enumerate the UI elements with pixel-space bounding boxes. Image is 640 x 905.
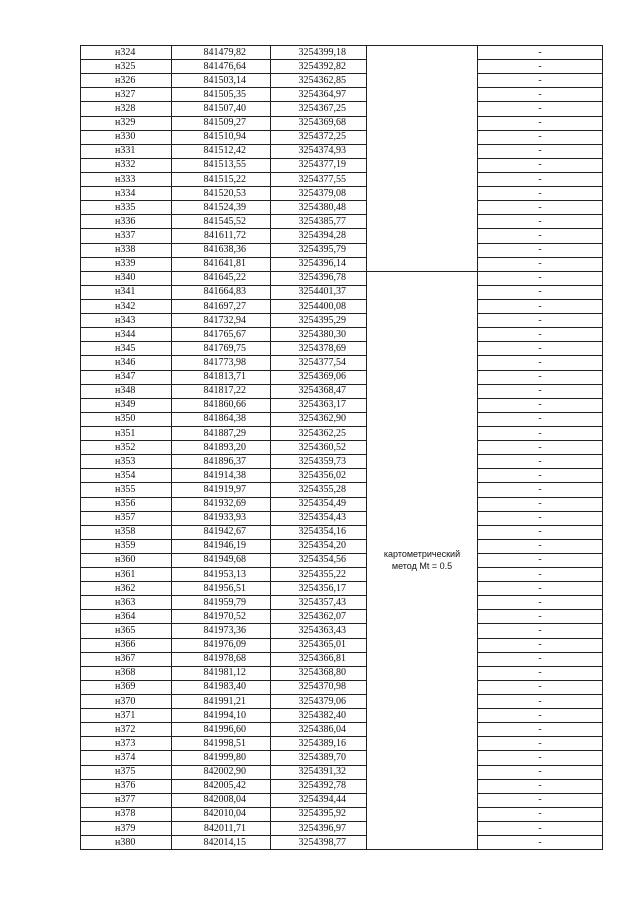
y-coordinate-cell: 3254370,98: [271, 680, 367, 694]
x-coordinate-cell: 841697,27: [172, 299, 271, 313]
note-cell: -: [478, 680, 603, 694]
table-row: [81, 624, 603, 638]
note-cell: -: [478, 384, 603, 398]
x-coordinate-cell: 841513,55: [172, 158, 271, 172]
x-coordinate-cell: 841512,42: [172, 144, 271, 158]
table-row: [81, 779, 603, 793]
x-coordinate-cell: 841959,79: [172, 596, 271, 610]
note-cell: -: [478, 553, 603, 567]
table-row: [81, 342, 603, 356]
x-coordinate-cell: 841932,69: [172, 497, 271, 511]
point-id-cell: н362: [81, 582, 172, 596]
point-id-cell: н324: [81, 46, 172, 60]
table-row: [81, 257, 603, 271]
note-cell: -: [478, 582, 603, 596]
point-id-cell: н341: [81, 285, 172, 299]
y-coordinate-cell: 3254380,30: [271, 328, 367, 342]
x-coordinate-cell: 842002,90: [172, 765, 271, 779]
point-id-cell: н366: [81, 638, 172, 652]
x-coordinate-cell: 841645,22: [172, 271, 271, 285]
x-coordinate-cell: 842008,04: [172, 793, 271, 807]
x-coordinate-cell: 841638,36: [172, 243, 271, 257]
point-id-cell: н345: [81, 342, 172, 356]
x-coordinate-cell: 841896,37: [172, 455, 271, 469]
table-row: [81, 737, 603, 751]
point-id-cell: н357: [81, 511, 172, 525]
y-coordinate-cell: 3254395,92: [271, 807, 367, 821]
note-cell: -: [478, 285, 603, 299]
y-coordinate-cell: 3254357,43: [271, 596, 367, 610]
y-coordinate-cell: 3254364,97: [271, 88, 367, 102]
x-coordinate-cell: 841996,60: [172, 723, 271, 737]
table-row: [81, 271, 603, 285]
y-coordinate-cell: 3254392,78: [271, 779, 367, 793]
table-row: [81, 46, 603, 60]
x-coordinate-cell: 841998,51: [172, 737, 271, 751]
table-row: [81, 130, 603, 144]
y-coordinate-cell: 3254401,37: [271, 285, 367, 299]
y-coordinate-cell: 3254368,47: [271, 384, 367, 398]
table-row: [81, 822, 603, 836]
y-coordinate-cell: 3254368,80: [271, 666, 367, 680]
point-id-cell: н359: [81, 539, 172, 553]
table-row: [81, 666, 603, 680]
y-coordinate-cell: 3254365,01: [271, 638, 367, 652]
y-coordinate-cell: 3254355,22: [271, 568, 367, 582]
y-coordinate-cell: 3254354,49: [271, 497, 367, 511]
y-coordinate-cell: 3254356,17: [271, 582, 367, 596]
note-cell: -: [478, 511, 603, 525]
note-cell: -: [478, 822, 603, 836]
coordinate-table: [80, 45, 603, 850]
point-id-cell: н374: [81, 751, 172, 765]
note-cell: -: [478, 398, 603, 412]
table-row: [81, 483, 603, 497]
x-coordinate-cell: 841956,51: [172, 582, 271, 596]
point-id-cell: н358: [81, 525, 172, 539]
table-row: [81, 525, 603, 539]
point-id-cell: н335: [81, 201, 172, 215]
note-cell: -: [478, 88, 603, 102]
table-row: [81, 398, 603, 412]
y-coordinate-cell: 3254374,93: [271, 144, 367, 158]
point-id-cell: н349: [81, 398, 172, 412]
note-cell: -: [478, 765, 603, 779]
point-id-cell: н368: [81, 666, 172, 680]
table-row: [81, 60, 603, 74]
y-coordinate-cell: 3254366,81: [271, 652, 367, 666]
point-id-cell: н336: [81, 215, 172, 229]
note-cell: -: [478, 271, 603, 285]
note-cell: -: [478, 539, 603, 553]
y-coordinate-cell: 3254362,90: [271, 412, 367, 426]
y-coordinate-cell: 3254396,78: [271, 271, 367, 285]
table-row: [81, 412, 603, 426]
note-cell: -: [478, 497, 603, 511]
x-coordinate-cell: 842005,42: [172, 779, 271, 793]
point-id-cell: н375: [81, 765, 172, 779]
table-row: [81, 497, 603, 511]
note-cell: -: [478, 652, 603, 666]
x-coordinate-cell: 841976,09: [172, 638, 271, 652]
y-coordinate-cell: 3254380,48: [271, 201, 367, 215]
x-coordinate-cell: 841949,68: [172, 553, 271, 567]
x-coordinate-cell: 841611,72: [172, 229, 271, 243]
point-id-cell: н355: [81, 483, 172, 497]
note-cell: -: [478, 695, 603, 709]
note-cell: -: [478, 356, 603, 370]
x-coordinate-cell: 841479,82: [172, 46, 271, 60]
y-coordinate-cell: 3254396,14: [271, 257, 367, 271]
x-coordinate-cell: 841860,66: [172, 398, 271, 412]
note-cell: -: [478, 779, 603, 793]
table-row: [81, 765, 603, 779]
point-id-cell: н356: [81, 497, 172, 511]
note-cell: -: [478, 46, 603, 60]
y-coordinate-cell: 3254369,06: [271, 370, 367, 384]
y-coordinate-cell: 3254359,73: [271, 455, 367, 469]
x-coordinate-cell: 841942,67: [172, 525, 271, 539]
table-row: [81, 539, 603, 553]
point-id-cell: н369: [81, 680, 172, 694]
y-coordinate-cell: 3254369,68: [271, 116, 367, 130]
table-row: [81, 102, 603, 116]
note-cell: -: [478, 483, 603, 497]
table-row: [81, 172, 603, 186]
note-cell: -: [478, 102, 603, 116]
y-coordinate-cell: 3254379,06: [271, 695, 367, 709]
x-coordinate-cell: 841813,71: [172, 370, 271, 384]
y-coordinate-cell: 3254382,40: [271, 709, 367, 723]
y-coordinate-cell: 3254386,04: [271, 723, 367, 737]
y-coordinate-cell: 3254400,08: [271, 299, 367, 313]
x-coordinate-cell: 841914,38: [172, 469, 271, 483]
point-id-cell: н328: [81, 102, 172, 116]
table-row: [81, 187, 603, 201]
point-id-cell: н344: [81, 328, 172, 342]
table-row: [81, 88, 603, 102]
point-id-cell: н352: [81, 441, 172, 455]
x-coordinate-cell: 841641,81: [172, 257, 271, 271]
note-cell: -: [478, 568, 603, 582]
table-row: [81, 751, 603, 765]
x-coordinate-cell: 841953,13: [172, 568, 271, 582]
table-row: [81, 116, 603, 130]
x-coordinate-cell: 842014,15: [172, 836, 271, 850]
point-id-cell: н377: [81, 793, 172, 807]
point-id-cell: н337: [81, 229, 172, 243]
note-cell: -: [478, 469, 603, 483]
table-row: [81, 243, 603, 257]
note-cell: -: [478, 60, 603, 74]
point-id-cell: н360: [81, 553, 172, 567]
note-cell: -: [478, 836, 603, 850]
table-row: [81, 285, 603, 299]
point-id-cell: н329: [81, 116, 172, 130]
point-id-cell: н376: [81, 779, 172, 793]
point-id-cell: н348: [81, 384, 172, 398]
x-coordinate-cell: 841503,14: [172, 74, 271, 88]
y-coordinate-cell: 3254356,02: [271, 469, 367, 483]
x-coordinate-cell: 842010,04: [172, 807, 271, 821]
y-coordinate-cell: 3254355,28: [271, 483, 367, 497]
table-row: [81, 807, 603, 821]
table-row: [81, 610, 603, 624]
y-coordinate-cell: 3254394,28: [271, 229, 367, 243]
table-row: [81, 793, 603, 807]
table-row: [81, 596, 603, 610]
point-id-cell: н364: [81, 610, 172, 624]
y-coordinate-cell: 3254378,69: [271, 342, 367, 356]
table-row: [81, 638, 603, 652]
point-id-cell: н347: [81, 370, 172, 384]
point-id-cell: н372: [81, 723, 172, 737]
note-cell: -: [478, 130, 603, 144]
note-cell: -: [478, 751, 603, 765]
x-coordinate-cell: 841507,40: [172, 102, 271, 116]
point-id-cell: н365: [81, 624, 172, 638]
note-cell: -: [478, 74, 603, 88]
point-id-cell: н379: [81, 822, 172, 836]
table-row: [81, 384, 603, 398]
table-row: [81, 836, 603, 850]
x-coordinate-cell: 841999,80: [172, 751, 271, 765]
x-coordinate-cell: 841864,38: [172, 412, 271, 426]
table-row: [81, 469, 603, 483]
table-row: [81, 201, 603, 215]
x-coordinate-cell: 841545,52: [172, 215, 271, 229]
point-id-cell: н333: [81, 172, 172, 186]
note-cell: -: [478, 624, 603, 638]
point-id-cell: н353: [81, 455, 172, 469]
x-coordinate-cell: 841664,83: [172, 285, 271, 299]
point-id-cell: н325: [81, 60, 172, 74]
point-id-cell: н343: [81, 314, 172, 328]
x-coordinate-cell: 841946,19: [172, 539, 271, 553]
note-cell: -: [478, 299, 603, 313]
note-cell: -: [478, 229, 603, 243]
table-row: [81, 215, 603, 229]
table-row: [81, 455, 603, 469]
table-row: [81, 680, 603, 694]
x-coordinate-cell: 841509,27: [172, 116, 271, 130]
table-row: [81, 356, 603, 370]
table-row: [81, 328, 603, 342]
note-cell: -: [478, 525, 603, 539]
table-row: [81, 441, 603, 455]
table-row: [81, 74, 603, 88]
x-coordinate-cell: 841973,36: [172, 624, 271, 638]
x-coordinate-cell: 841983,40: [172, 680, 271, 694]
y-coordinate-cell: 3254354,43: [271, 511, 367, 525]
x-coordinate-cell: 841515,22: [172, 172, 271, 186]
note-cell: -: [478, 215, 603, 229]
x-coordinate-cell: 841520,53: [172, 187, 271, 201]
x-coordinate-cell: 841981,12: [172, 666, 271, 680]
note-cell: -: [478, 596, 603, 610]
x-coordinate-cell: 841765,67: [172, 328, 271, 342]
point-id-cell: н340: [81, 271, 172, 285]
method-cell: [367, 271, 478, 849]
y-coordinate-cell: 3254379,08: [271, 187, 367, 201]
x-coordinate-cell: 841887,29: [172, 426, 271, 440]
x-coordinate-cell: 841769,75: [172, 342, 271, 356]
point-id-cell: н361: [81, 568, 172, 582]
note-cell: -: [478, 426, 603, 440]
x-coordinate-cell: 841893,20: [172, 441, 271, 455]
y-coordinate-cell: 3254377,19: [271, 158, 367, 172]
table-row: [81, 582, 603, 596]
y-coordinate-cell: 3254389,16: [271, 737, 367, 751]
note-cell: -: [478, 793, 603, 807]
x-coordinate-cell: 841933,93: [172, 511, 271, 525]
x-coordinate-cell: 841978,68: [172, 652, 271, 666]
table-row: [81, 652, 603, 666]
x-coordinate-cell: 841970,52: [172, 610, 271, 624]
y-coordinate-cell: 3254354,56: [271, 553, 367, 567]
x-coordinate-cell: 841476,64: [172, 60, 271, 74]
note-cell: -: [478, 412, 603, 426]
coordinate-table-page: [80, 45, 602, 850]
note-cell: -: [478, 314, 603, 328]
table-row: [81, 314, 603, 328]
table-row: [81, 695, 603, 709]
point-id-cell: н342: [81, 299, 172, 313]
note-cell: -: [478, 158, 603, 172]
y-coordinate-cell: 3254362,25: [271, 426, 367, 440]
table-row: [81, 426, 603, 440]
coordinate-table-body: [81, 46, 603, 850]
note-cell: -: [478, 187, 603, 201]
y-coordinate-cell: 3254389,70: [271, 751, 367, 765]
x-coordinate-cell: 841773,98: [172, 356, 271, 370]
note-cell: -: [478, 116, 603, 130]
point-id-cell: н378: [81, 807, 172, 821]
x-coordinate-cell: 842011,71: [172, 822, 271, 836]
y-coordinate-cell: 3254395,29: [271, 314, 367, 328]
point-id-cell: н332: [81, 158, 172, 172]
note-cell: -: [478, 723, 603, 737]
note-cell: -: [478, 610, 603, 624]
point-id-cell: н371: [81, 709, 172, 723]
point-id-cell: н351: [81, 426, 172, 440]
note-cell: -: [478, 257, 603, 271]
y-coordinate-cell: 3254367,25: [271, 102, 367, 116]
note-cell: -: [478, 328, 603, 342]
point-id-cell: н367: [81, 652, 172, 666]
y-coordinate-cell: 3254398,77: [271, 836, 367, 850]
note-cell: -: [478, 807, 603, 821]
method-accuracy: метод Mt = 0.5: [391, 561, 453, 572]
x-coordinate-cell: 841505,35: [172, 88, 271, 102]
point-id-cell: н327: [81, 88, 172, 102]
y-coordinate-cell: 3254377,54: [271, 356, 367, 370]
table-row: [81, 370, 603, 384]
point-id-cell: н331: [81, 144, 172, 158]
note-cell: -: [478, 342, 603, 356]
note-cell: -: [478, 243, 603, 257]
y-coordinate-cell: 3254372,25: [271, 130, 367, 144]
x-coordinate-cell: 841524,39: [172, 201, 271, 215]
note-cell: -: [478, 737, 603, 751]
y-coordinate-cell: 3254385,77: [271, 215, 367, 229]
y-coordinate-cell: 3254391,32: [271, 765, 367, 779]
y-coordinate-cell: 3254354,16: [271, 525, 367, 539]
y-coordinate-cell: 3254362,85: [271, 74, 367, 88]
y-coordinate-cell: 3254394,44: [271, 793, 367, 807]
x-coordinate-cell: 841919,97: [172, 483, 271, 497]
table-row: [81, 553, 603, 567]
table-row: [81, 723, 603, 737]
y-coordinate-cell: 3254360,52: [271, 441, 367, 455]
note-cell: -: [478, 638, 603, 652]
point-id-cell: н338: [81, 243, 172, 257]
y-coordinate-cell: 3254363,43: [271, 624, 367, 638]
point-id-cell: н330: [81, 130, 172, 144]
point-id-cell: н326: [81, 74, 172, 88]
table-row: [81, 158, 603, 172]
y-coordinate-cell: 3254392,82: [271, 60, 367, 74]
y-coordinate-cell: 3254395,79: [271, 243, 367, 257]
note-cell: -: [478, 172, 603, 186]
note-cell: -: [478, 455, 603, 469]
table-row: [81, 144, 603, 158]
note-cell: -: [478, 370, 603, 384]
point-id-cell: н363: [81, 596, 172, 610]
point-id-cell: н339: [81, 257, 172, 271]
y-coordinate-cell: 3254362,07: [271, 610, 367, 624]
point-id-cell: н380: [81, 836, 172, 850]
point-id-cell: н373: [81, 737, 172, 751]
y-coordinate-cell: 3254363,17: [271, 398, 367, 412]
table-row: [81, 511, 603, 525]
table-row: [81, 229, 603, 243]
table-row: [81, 568, 603, 582]
note-cell: -: [478, 441, 603, 455]
point-id-cell: н334: [81, 187, 172, 201]
note-cell: -: [478, 144, 603, 158]
point-id-cell: н346: [81, 356, 172, 370]
x-coordinate-cell: 841991,21: [172, 695, 271, 709]
y-coordinate-cell: 3254399,18: [271, 46, 367, 60]
x-coordinate-cell: 841994,10: [172, 709, 271, 723]
y-coordinate-cell: 3254377,55: [271, 172, 367, 186]
point-id-cell: н354: [81, 469, 172, 483]
table-row: [81, 299, 603, 313]
point-id-cell: н370: [81, 695, 172, 709]
note-cell: -: [478, 201, 603, 215]
y-coordinate-cell: 3254396,97: [271, 822, 367, 836]
x-coordinate-cell: 841732,94: [172, 314, 271, 328]
note-cell: -: [478, 709, 603, 723]
table-row: [81, 709, 603, 723]
method-cell-empty: [367, 46, 478, 272]
y-coordinate-cell: 3254354,20: [271, 539, 367, 553]
note-cell: -: [478, 666, 603, 680]
x-coordinate-cell: 841817,22: [172, 384, 271, 398]
point-id-cell: н350: [81, 412, 172, 426]
method-label: картометрический: [383, 549, 461, 560]
x-coordinate-cell: 841510,94: [172, 130, 271, 144]
